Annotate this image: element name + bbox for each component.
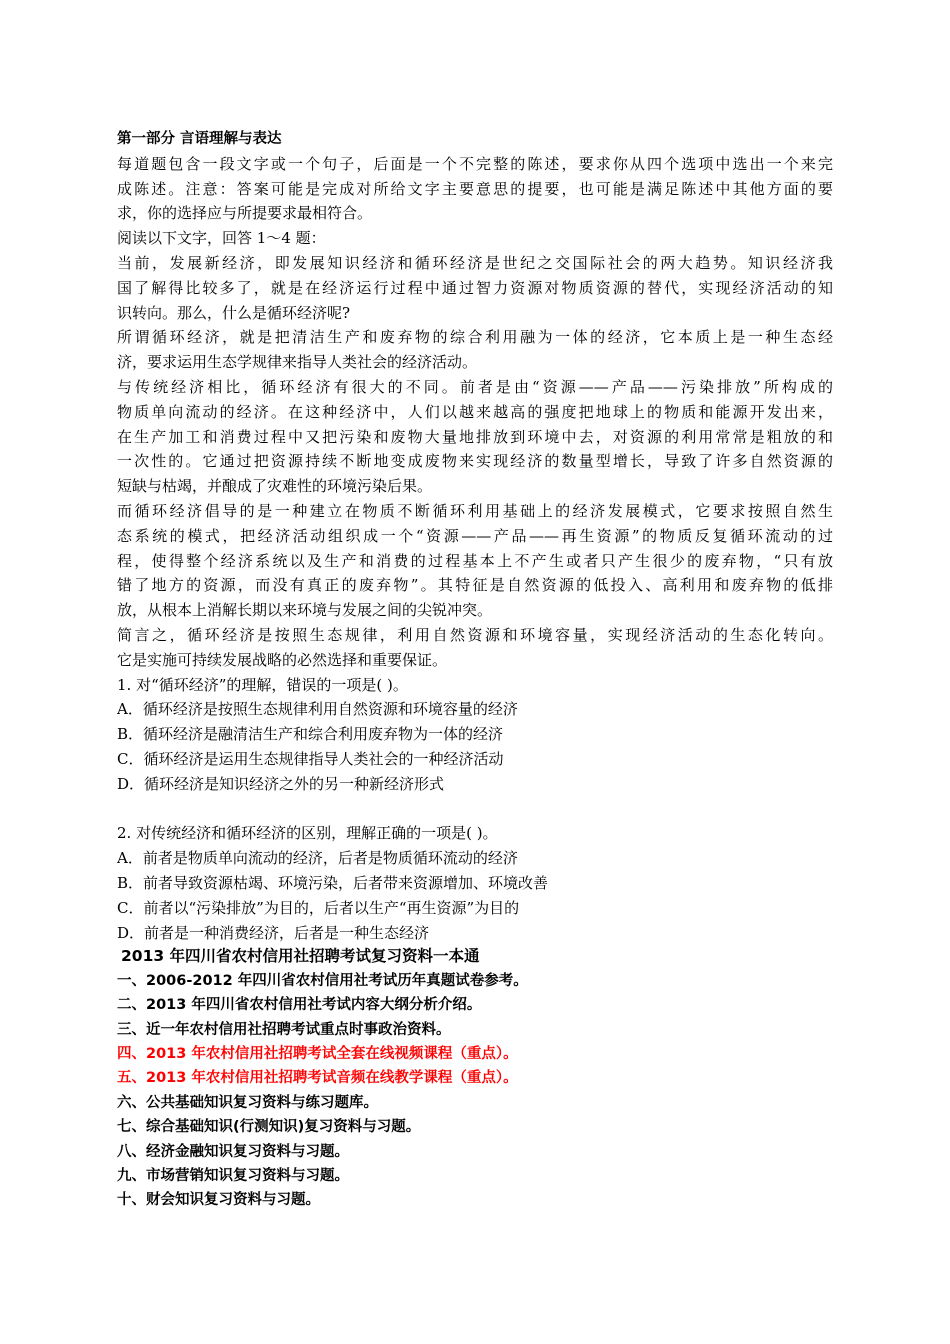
answer-option: C．循环经济是运用生态规律指导人类社会的一种经济活动	[117, 749, 504, 768]
passage-line: 放，从根本上消解长期以来环境与发展之间的尖锐冲突。	[117, 601, 493, 620]
spacer	[117, 797, 833, 822]
document-page	[117, 127, 833, 1213]
promo-item: 一、2006-2012 年四川省农村信用社考试历年真题试卷参考。	[117, 972, 528, 989]
instruction-line: 每道题包含一段文字或一个句子，后面是一个不完整的陈述，要求你从四个选项中选出一个来完	[117, 154, 833, 173]
answer-option: A．前者是物质单向流动的经济，后者是物质循环流动的经济	[117, 849, 518, 868]
answer-option: D．循环经济是知识经济之外的另一种新经济形式	[117, 774, 445, 793]
passage-line: 简言之，循环经济是按照生态规律，利用自然资源和环境容量，实现经济活动的生态化转向。	[117, 625, 833, 644]
passage-line: 态系统的模式，把经济活动组织成一个“资源——产品——再生资源”的物质反复循环流动的过	[117, 526, 833, 545]
passage-line: 国了解得比较多了，就是在经济运行过程中通过智力资源对物质资源的替代，实现经济活动的知	[117, 278, 833, 297]
question-stem: 2. 对传统经济和循环经济的区别，理解正确的一项是( )。	[117, 824, 498, 843]
promo-item: 九、市场营销知识复习资料与习题。	[117, 1167, 349, 1184]
passage-line: 所谓循环经济，就是把清洁生产和废弃物的综合利用融为一体的经济，它本质上是一种生态经	[117, 328, 833, 347]
answer-option: D．前者是一种消费经济，后者是一种生态经济	[117, 923, 430, 942]
promo-item: 八、经济金融知识复习资料与习题。	[117, 1143, 349, 1160]
passage-line: 短缺与枯竭，并酿成了灾难性的环境污染后果。	[117, 477, 433, 496]
passage-line: 当前，发展新经济，即发展知识经济和循环经济是世纪之交国际社会的两大趋势。知识经济我	[117, 253, 833, 272]
promo-item-highlighted: 五、2013 年农村信用社招聘考试音频在线教学课程（重点）。	[117, 1070, 518, 1087]
promo-item: 二、2013 年四川省农村信用社考试内容大纲分析介绍。	[117, 997, 482, 1014]
promo-item: 六、公共基础知识复习资料与练习题库。	[117, 1094, 378, 1111]
passage-line: 它是实施可持续发展战略的必然选择和重要保证。	[117, 650, 448, 669]
answer-option: B．前者导致资源枯竭、环境污染，后者带来资源增加、环境改善	[117, 873, 549, 892]
passage-line: 物质单向流动的经济。在这种经济中，人们以越来越高的强度把地球上的物质和能源开发出来，	[117, 402, 833, 421]
promo-item: 十、财会知识复习资料与习题。	[117, 1192, 320, 1209]
passage-line: 识转向。那么，什么是循环经济呢?	[117, 303, 351, 322]
promo-item-highlighted: 四、2013 年农村信用社招聘考试全套在线视频课程（重点）。	[117, 1045, 518, 1062]
passage-line: 在生产加工和消费过程中又把污染和废物大量地排放到环境中去，对资源的利用常常是粗放的和	[117, 427, 833, 446]
passage-line: 错了地方的资源，而没有真正的废弃物”。其特征是自然资源的低投入、高利用和废弃物的低排	[117, 576, 833, 595]
promo-item: 三、近一年农村信用社招聘考试重点时事政治资料。	[117, 1021, 451, 1038]
part-heading: 第一部分 言语理解与表达	[117, 131, 282, 147]
question-stem: 1. 对“循环经济”的理解，错误的一项是( )。	[117, 675, 408, 694]
answer-option: B．循环经济是融清洁生产和综合利用废弃物为一体的经济	[117, 725, 504, 744]
answer-option: C．前者以“污染排放”为目的，后者以生产“再生资源”为目的	[117, 898, 520, 917]
instruction-line: 成陈述。注意：答案可能是完成对所给文字主要意思的提要，也可能是满足陈述中其他方面的要	[117, 179, 833, 198]
instruction-line: 求，你的选择应与所提要求最相符合。	[117, 204, 373, 223]
passage-line: 与传统经济相比，循环经济有很大的不同。前者是由“资源——产品——污染排放”所构成的	[117, 377, 833, 396]
passage-line: 济，要求运用生态学规律来指导人类社会的经济活动。	[117, 353, 478, 372]
passage-line: 而循环经济倡导的是一种建立在物质不断循环利用基础上的经济发展模式，它要求按照自然生	[117, 501, 833, 520]
passage-line: 程，使得整个经济系统以及生产和消费的过程基本上不产生或者只产生很少的废弃物，“只有放	[117, 551, 833, 570]
promo-title: 2013 年四川省农村信用社招聘考试复习资料一本通	[121, 947, 480, 966]
passage-line: 一次性的。它通过把资源持续不断地变成废物来实现经济的数量型增长，导致了许多自然资源的	[117, 452, 833, 471]
answer-option: A．循环经济是按照生态规律利用自然资源和环境容量的经济	[117, 700, 518, 719]
promo-item: 七、综合基础知识(行测知识)复习资料与习题。	[117, 1119, 421, 1136]
reading-prompt: 阅读以下文字，回答 1～4 题：	[117, 229, 326, 248]
